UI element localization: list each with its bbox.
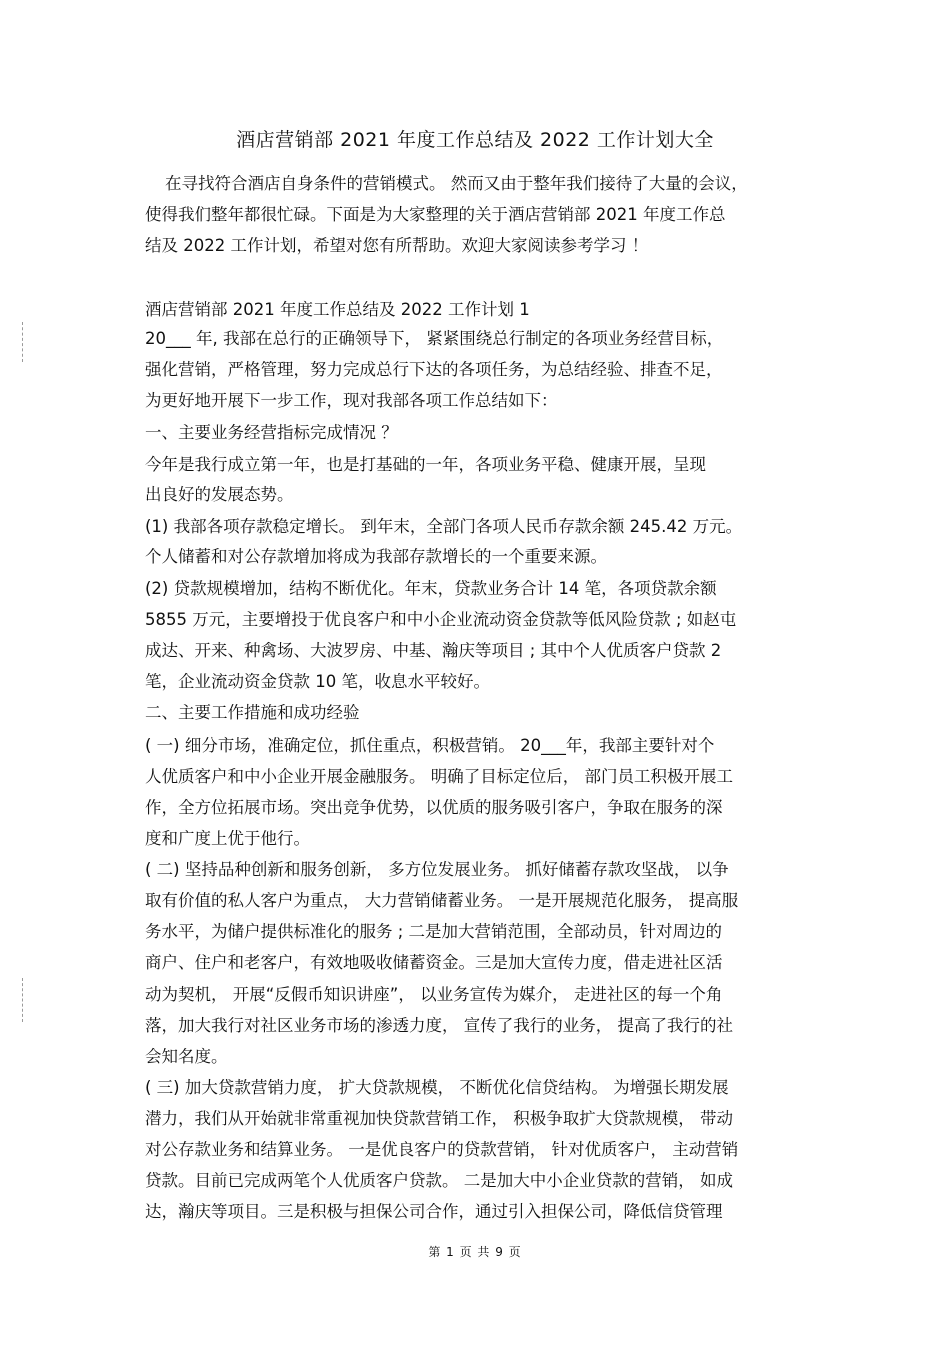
body-line: (1) 我部各项存款稳定增长。 到年末，全部门各项人民币存款余额 245.42 万元。: [145, 517, 743, 536]
subsection-heading: 一、主要业务经营指标完成情况 ？: [145, 423, 398, 442]
body-line: 个人储蓄和对公存款增加将成为我部存款增长的一个重要来源。: [145, 547, 607, 566]
intro-paragraph-line: 使得我们整年都很忙碌。下面是为大家整理的关于酒店营销部 2021 年度工作总: [145, 205, 726, 224]
body-line: 人优质客户和中小企业开展金融服务。 明确了目标定位后， 部门员工积极开展工: [145, 767, 733, 786]
section-heading: 酒店营销部 2021 年度工作总结及 2022 工作计划 1: [145, 300, 530, 319]
margin-cut-mark: [22, 978, 23, 1022]
body-line: ( 一) 细分市场，准确定位，抓住重点，积极营销。 20___年，我部主要针对个: [145, 736, 715, 755]
body-line: 贷款。目前已完成两笔个人优质客户贷款。 二是加大中小企业贷款的营销， 如成: [145, 1171, 733, 1190]
body-line: 度和广度上优于他行。: [145, 829, 310, 848]
subsection-heading: 二、主要工作措施和成功经验: [145, 703, 360, 722]
body-line: 会知名度。: [145, 1047, 228, 1066]
intro-paragraph-line: 在寻找符合酒店自身条件的营销模式。 然而又由于整年我们接待了大量的会议，: [165, 174, 748, 193]
body-line: 达，瀚庆等项目。三是积极与担保公司合作，通过引入担保公司，降低信贷管理: [145, 1202, 723, 1221]
body-line: 笔，企业流动资金贷款 10 笔，收息水平较好。: [145, 672, 490, 691]
body-line: 20___ 年, 我部在总行的正确领导下， 紧紧围绕总行制定的各项业务经营目标，: [145, 329, 724, 348]
body-line: 落，加大我行对社区业务市场的渗透力度， 宣传了我行的业务， 提高了我行的社: [145, 1016, 733, 1035]
body-line: 今年是我行成立第一年，也是打基础的一年，各项业务平稳、健康开展，呈现: [145, 455, 706, 474]
body-line: 强化营销，严格管理，努力完成总行下达的各项任务，为总结经验、排查不足，: [145, 360, 723, 379]
body-line: 5855 万元，主要增投于优良客户和中小企业流动资金贷款等低风险贷款 ; 如赵屯: [145, 610, 737, 629]
body-line: 对公存款业务和结算业务。 一是优良客户的贷款营销， 针对优质客户， 主动营销: [145, 1140, 739, 1159]
body-line: 潜力，我们从开始就非常重视加快贷款营销工作， 积极争取扩大贷款规模， 带动: [145, 1109, 733, 1128]
body-line: 成达、开来、种禽场、大波罗房、中基、瀚庆等项目 ; 其中个人优质客户贷款 2: [145, 641, 722, 660]
body-line: 动为契机， 开展“反假币知识讲座”， 以业务宣传为媒介， 走进社区的每一个角: [145, 985, 723, 1004]
body-line: 作，全方位拓展市场。突出竞争优势，以优质的服务吸引客户，争取在服务的深: [145, 798, 723, 817]
body-line: 务水平，为储户提供标准化的服务 ; 二是加大营销范围，全部动员，针对周边的: [145, 922, 723, 941]
body-line: 为更好地开展下一步工作，现对我部各项工作总结如下：: [145, 391, 558, 410]
body-line: ( 二) 坚持品种创新和服务创新， 多方位发展业务。 抓好储蓄存款攻坚战， 以争: [145, 860, 729, 879]
body-line: 出良好的发展态势。: [145, 485, 294, 504]
margin-cut-mark: [22, 322, 23, 362]
body-line: ( 三) 加大贷款营销力度， 扩大贷款规模， 不断优化信贷结构。 为增强长期发展: [145, 1078, 729, 1097]
body-line: (2) 贷款规模增加，结构不断优化。年末，贷款业务合计 14 笔，各项贷款余额: [145, 579, 717, 598]
page-number-footer: 第 1 页 共 9 页: [428, 1245, 522, 1259]
body-line: 商户、住户和老客户，有效地吸收储蓄资金。三是加大宣传力度，借走进社区活: [145, 953, 723, 972]
body-line: 取有价值的私人客户为重点， 大力营销储蓄业务。 一是开展规范化服务， 提高服: [145, 891, 739, 910]
intro-paragraph-line: 结及 2022 工作计划，希望对您有所帮助。欢迎大家阅读参考学习 ！: [145, 236, 649, 255]
document-title: 酒店营销部 2021 年度工作总结及 2022 工作计划大全: [236, 129, 714, 151]
